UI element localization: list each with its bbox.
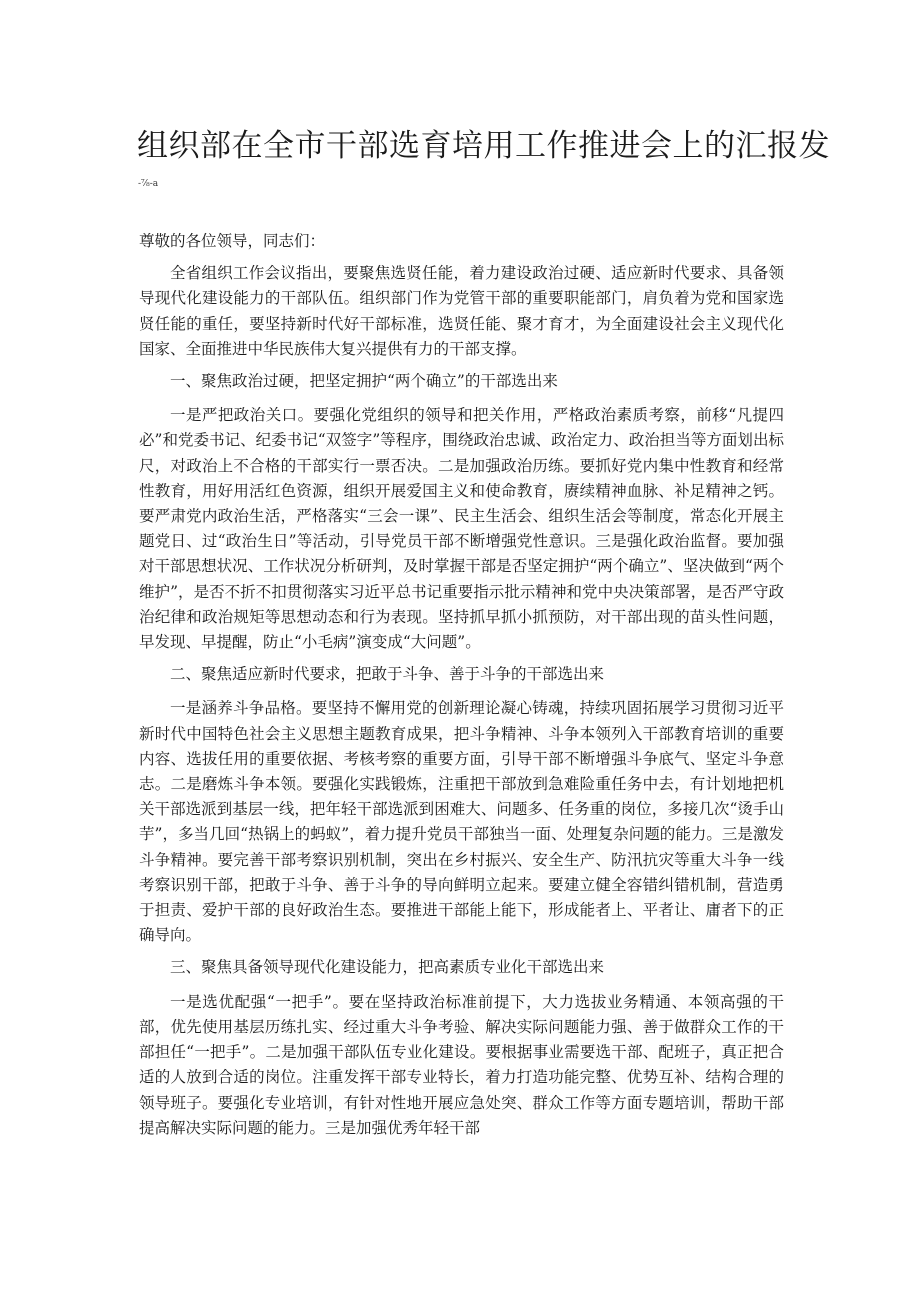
document-title: 组织部在全市干部选育培用工作推进会上的汇报发 bbox=[137, 128, 830, 164]
section-heading-1: 一、聚焦政治过硬，把坚定拥护“两个确立”的干部选出来 bbox=[170, 372, 558, 391]
section-body-2: 一是涵养斗争品格。要坚持不懈用党的创新理论凝心铸魂，持续巩固拓展学习贯彻习近平新时代中国特色社会主义思想主题教育成果，把斗争精神、斗争本领列入干部教育培训的重要内容、选拔任用的重要依据、考核考察的重要方面，引导干部不断增强斗争底气、坚定斗争意志。二是磨炼斗争本领。要强化实践锻炼，注重把干部放到急难险重任务中去，有计划地把机关干部选派到基层一线，把年轻干部选派到困难大、问题多、任务重的岗位，多接几次“烫手山芋”，多当几回“热锅上的蚂蚁”，着力提升党员干部独当一面、处理复杂问题的能力。三是激发斗争精神。要完善干部考察识别机制，突出在乡村振兴、安全生产、防汛抗灾等重大斗争一线考察识别干部，把敢于斗争、善于斗争的导向鲜明立起来。要建立健全容错纠错机制，营造勇于担责、爱护干部的良好政治生态。要推进干部能上能下，形成能者上、平者让、庸者下的正确导向。 bbox=[139, 699, 784, 945]
salutation: 尊敬的各位领导，同志们： bbox=[139, 232, 326, 250]
section-body-1: 一是严把政治关口。要强化党组织的领导和把关作用，严格政治素质考察，前移“凡提四必”和党委书记、纪委书记“双签字”等程序，围绕政治忠诚、政治定力、政治担当等方面划出标尺，对政治上不合格的干部实行一票否决。二是加强政治历练。要抓好党内集中性教育和经常性教育，用好用活红色资源，组织开展爱国主义和使命教育，赓续精神血脉、补足精神之钙。要严肃党内政治生活，严格落实“三会一课”、民主生活会、组织生活会等制度，常态化开展主题党日、过“政治生日”等活动，引导党员干部不断增强党性意识。三是强化政治监督。要加强对干部思想状况、工作状况分析研判，及时掌握干部是否坚定拥护“两个确立”、坚决做到“两个维护”，是否不折不扣贯彻落实习近平总书记重要指示批示精神和党中央决策部署，是否严守政治纪律和政治规矩等思想动态和行为表现。坚持抓早抓小抓预防，对干部出现的苗头性问题，早发现、早提醒，防止“小毛病”演变成“大问题”。 bbox=[139, 406, 784, 652]
intro-paragraph: 全省组织工作会议指出，要聚焦选贤任能，着力建设政治过硬、适应新时代要求、具备领导现代化建设能力的干部队伍。组织部门作为党管干部的重要职能部门，肩负着为党和国家选贤任能的重任，要坚持新时代好干部标准，选贤任能、聚才育才，为全面建设社会主义现代化国家、全面推进中华民族伟大复兴提供有力的干部支撑。 bbox=[139, 264, 784, 358]
document-body bbox=[139, 229, 784, 1148]
section-heading-2: 二、聚焦适应新时代要求，把敢于斗争、善于斗争的干部选出来 bbox=[170, 665, 605, 684]
document-subtitle: -⅞-a bbox=[138, 179, 159, 189]
section-heading-3: 三、聚焦具备领导现代化建设能力，把高素质专业化干部选出来 bbox=[170, 958, 605, 977]
section-body-3: 一是选优配强“一把手”。要在坚持政治标准前提下，大力选拔业务精通、本领高强的干部，优先使用基层历练扎实、经过重大斗争考验、解决实际问题能力强、善于做群众工作的干部担任“一把手”。二是加强干部队伍专业化建设。要根据事业需要选干部、配班子，真正把合适的人放到合适的岗位。注重发挥干部专业特长，着力打造功能完整、优势互补、结构合理的领导班子。要强化专业培训，有针对性地开展应急处突、群众工作等方面专题培训，帮助干部提高解决实际问题的能力。三是加强优秀年轻干部 bbox=[139, 992, 784, 1137]
